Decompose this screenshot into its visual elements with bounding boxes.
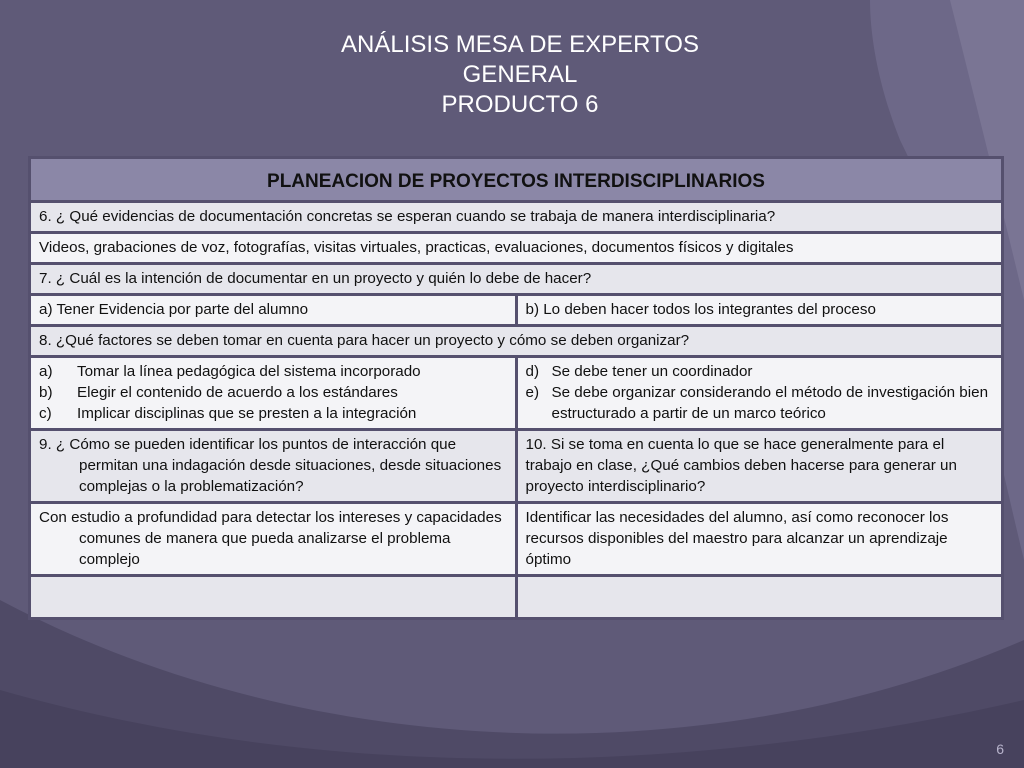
answer-7-left: a) Tener Evidencia por parte del alumno	[30, 295, 517, 326]
table-row	[30, 357, 1003, 430]
question-9: 9. ¿ Cómo se pueden identificar los puntos de interacción que permitan una indagación desde situaciones, desde situaciones complejas o la problematización?	[39, 436, 502, 495]
table-row	[30, 264, 1003, 295]
list-text: Implicar disciplinas que se presten a la integración	[77, 405, 417, 422]
question-8: 8. ¿Qué factores se deben tomar en cuenta para hacer un proyecto y cómo se deben organizar?	[30, 326, 1003, 357]
list-marker: b)	[39, 384, 53, 401]
table-row	[30, 576, 1003, 619]
list-text: Se debe tener un coordinador	[551, 363, 753, 380]
answer-10: Identificar las necesidades del alumno, así como reconocer los recursos disponibles del maestro para alcanzar un aprendizaje óptimo	[516, 503, 1003, 576]
question-7: 7. ¿ Cuál es la intención de documentar en un proyecto y quién lo debe de hacer?	[30, 264, 1003, 295]
answer-8-right	[516, 357, 1003, 430]
list-marker: e)	[525, 384, 540, 401]
title-line-3: PRODUCTO 6	[441, 91, 599, 118]
list-marker: a)	[39, 363, 53, 380]
list-text: Se debe organizar considerando el método de investigación bien estructurado a partir de un marco teórico	[551, 384, 989, 422]
list-text: Elegir el contenido de acuerdo a los estándares	[77, 384, 398, 401]
list-marker: d)	[525, 363, 540, 380]
empty-cell-right	[516, 576, 1003, 619]
page-number: 6	[996, 741, 1004, 757]
table-row	[30, 430, 1003, 503]
list-item	[39, 403, 507, 424]
list-text: Tomar la línea pedagógica del sistema incorporado	[77, 363, 421, 380]
table-row	[30, 503, 1003, 576]
planning-table	[28, 156, 1004, 620]
list-item	[526, 361, 994, 382]
answer-6: Videos, grabaciones de voz, fotografías, visitas virtuales, practicas, evaluaciones, documentos físicos y digitales	[30, 233, 1003, 264]
title-line-1: ANÁLISIS MESA DE EXPERTOS	[341, 31, 699, 58]
list-item	[39, 361, 507, 382]
answer-9: Con estudio a profundidad para detectar los intereses y capacidades comunes de manera que pueda analizarse el problema complejo	[39, 509, 502, 568]
slide-title	[330, 30, 710, 120]
answer-8-left	[30, 357, 517, 430]
table-row	[30, 326, 1003, 357]
table-row	[30, 233, 1003, 264]
list-item	[526, 382, 994, 424]
question-6: 6. ¿ Qué evidencias de documentación concretas se esperan cuando se trabaja de manera interdisciplinaria?	[30, 202, 1003, 233]
table-header-row	[30, 158, 1003, 202]
title-line-2: GENERAL	[462, 61, 578, 88]
table-header: PLANEACION DE PROYECTOS INTERDISCIPLINARIOS	[30, 158, 1003, 202]
empty-cell-left	[30, 576, 517, 619]
table-row	[30, 202, 1003, 233]
answer-7-right: b) Lo deben hacer todos los integrantes del proceso	[516, 295, 1003, 326]
table-row	[30, 295, 1003, 326]
question-10: 10. Si se toma en cuenta lo que se hace generalmente para el trabajo en clase, ¿Qué cambios deben hacerse para generar un proyecto interdisciplinario?	[525, 436, 957, 495]
list-marker: c)	[39, 405, 52, 422]
list-item	[39, 382, 507, 403]
